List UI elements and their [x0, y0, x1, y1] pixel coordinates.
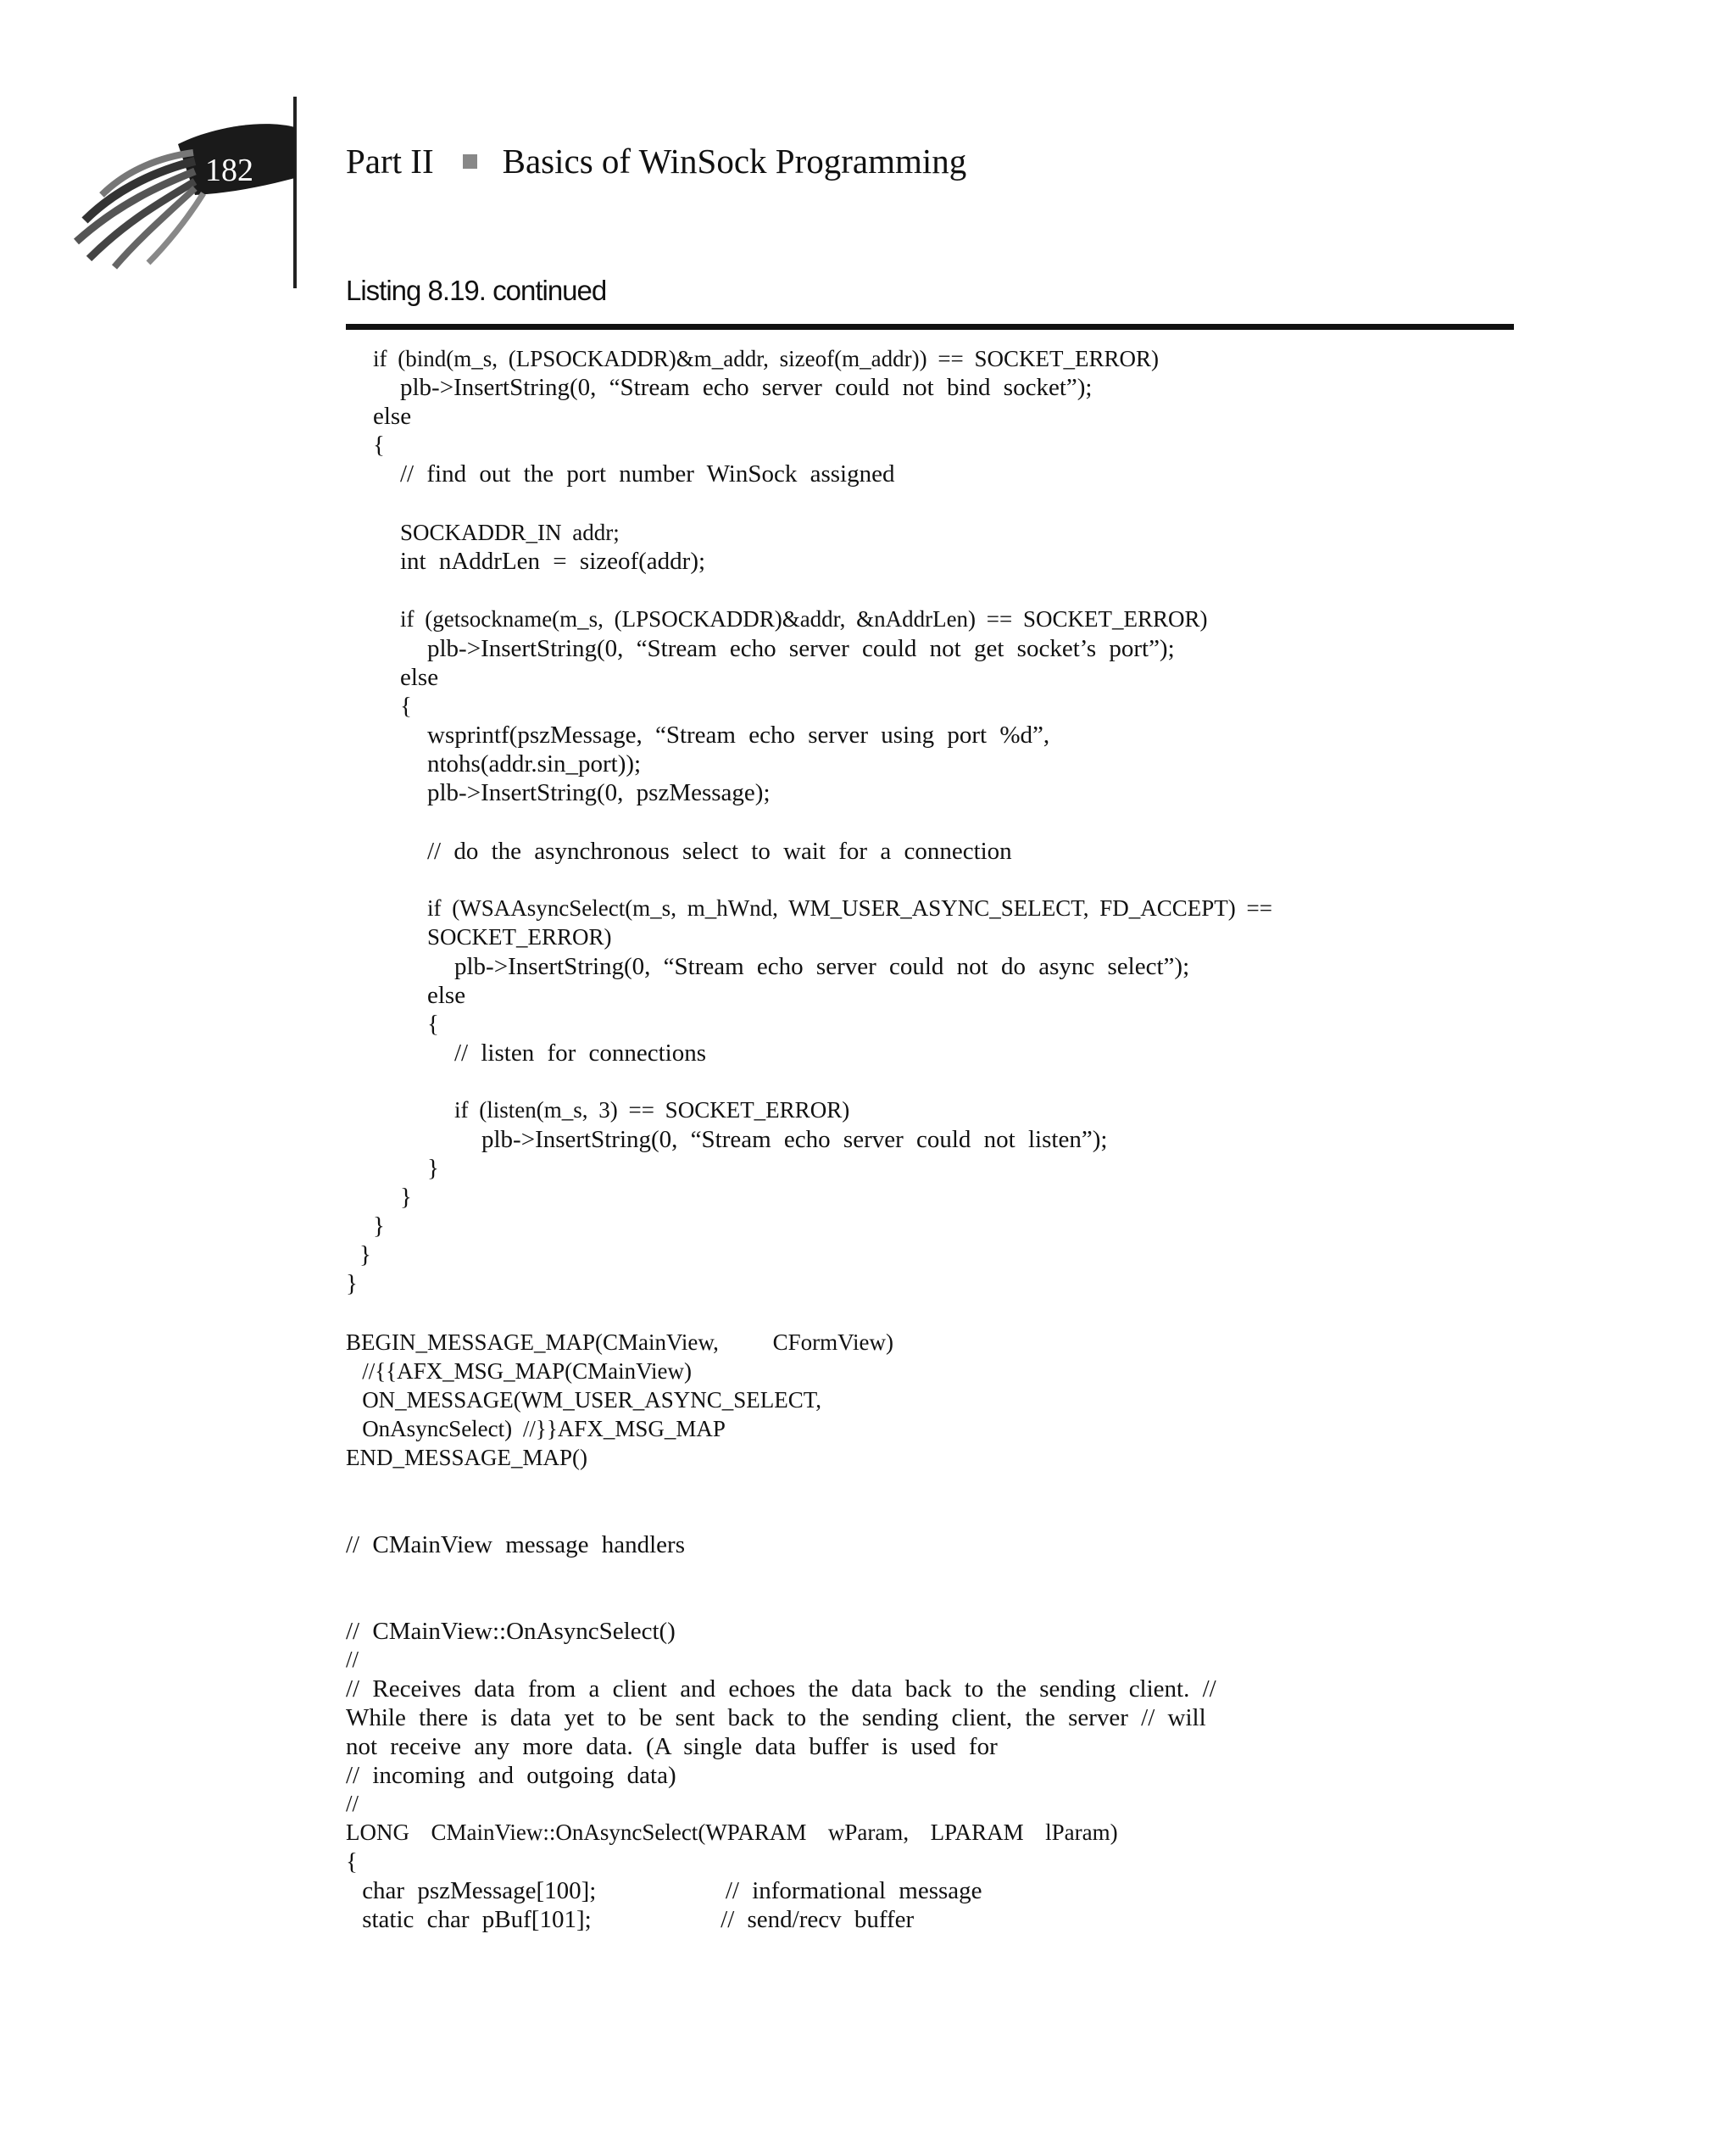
code-line: SOCKET_ERROR): [427, 924, 612, 950]
code-line: plb->InsertString(0, pszMessage);: [427, 779, 771, 806]
code-line: plb->InsertString(0, “Stream echo server could not do async select”);: [454, 953, 1190, 980]
code-line: }: [359, 1241, 371, 1268]
code-line: }: [427, 1155, 439, 1182]
code-line: else: [427, 982, 466, 1009]
code-line: }: [373, 1212, 385, 1240]
code-line: //{{AFX_MSG_MAP(CMainView): [362, 1358, 693, 1384]
code-line: // CMainView message handlers: [346, 1531, 685, 1558]
code-line: // CMainView::OnAsyncSelect(): [346, 1618, 676, 1645]
square-bullet-icon: [463, 154, 477, 169]
code-line: // find out the port number WinSock assigned: [400, 460, 895, 488]
code-line: While there is data yet to be sent back to the sending client, the server // will: [346, 1704, 1206, 1731]
code-line: int nAddrLen = sizeof(addr);: [400, 548, 706, 575]
running-header: [346, 144, 966, 179]
code-line: plb->InsertString(0, “Stream echo server could not bind socket”);: [400, 374, 1093, 401]
listing-caption: Listing 8.19. continued: [346, 275, 607, 306]
code-line: static char pBuf[101]; // send/recv buffer: [362, 1906, 915, 1933]
code-line: else: [400, 664, 439, 691]
code-line: //: [346, 1647, 359, 1672]
code-line: // Receives data from a client and echoes the data back to the sending client. //: [346, 1675, 1216, 1703]
code-line: char pszMessage[100]; // informational message: [362, 1877, 982, 1904]
code-line: if (WSAAsyncSelect(m_s, m_hWnd, WM_USER_ASYNC_SELECT, FD_ACCEPT) ==: [427, 895, 1272, 921]
code-line: // do the asynchronous select to wait for a connection: [427, 838, 1012, 865]
code-line: plb->InsertString(0, “Stream echo server could not listen”);: [481, 1126, 1108, 1153]
part-label: Part II: [346, 142, 434, 181]
code-line: SOCKADDR_IN addr;: [400, 520, 620, 545]
code-line: ON_MESSAGE(WM_USER_ASYNC_SELECT,: [362, 1387, 821, 1413]
code-line: wsprintf(pszMessage, “Stream echo server using port %d”,: [427, 722, 1050, 749]
code-line: {: [373, 432, 385, 459]
listing-rule: [346, 324, 1514, 330]
code-line: }: [400, 1184, 412, 1211]
code-line: BEGIN_MESSAGE_MAP(CMainView, CFormView): [346, 1329, 894, 1355]
code-line: {: [346, 1848, 358, 1875]
code-line: ntohs(addr.sin_port));: [427, 750, 642, 777]
code-line: if (bind(m_s, (LPSOCKADDR)&m_addr, sizeof(m_addr)) == SOCKET_ERROR): [373, 346, 1160, 371]
code-line: OnAsyncSelect) //}}AFX_MSG_MAP: [362, 1416, 726, 1441]
code-line: // listen for connections: [454, 1039, 707, 1067]
code-line: {: [400, 693, 412, 720]
code-line: }: [346, 1270, 358, 1297]
code-line: else: [373, 403, 412, 430]
code-line: not receive any more data. (A single data buffer is used for: [346, 1733, 998, 1760]
code-line: // incoming and outgoing data): [346, 1762, 676, 1789]
code-line: //: [346, 1791, 359, 1816]
code-line: if (listen(m_s, 3) == SOCKET_ERROR): [454, 1097, 850, 1123]
code-line: LONG CMainView::OnAsyncSelect(WPARAM wParam, LPARAM lParam): [346, 1820, 1118, 1845]
code-line: END_MESSAGE_MAP(): [346, 1445, 588, 1470]
code-line: plb->InsertString(0, “Stream echo server could not get socket’s port”);: [427, 635, 1175, 662]
code-line: {: [427, 1011, 439, 1038]
book-logo-icon: [68, 93, 305, 297]
code-line: if (getsockname(m_s, (LPSOCKADDR)&addr, &nAddrLen) == SOCKET_ERROR): [400, 606, 1208, 632]
chapter-title: Basics of WinSock Programming: [502, 142, 967, 181]
page-number: 182: [205, 153, 253, 188]
